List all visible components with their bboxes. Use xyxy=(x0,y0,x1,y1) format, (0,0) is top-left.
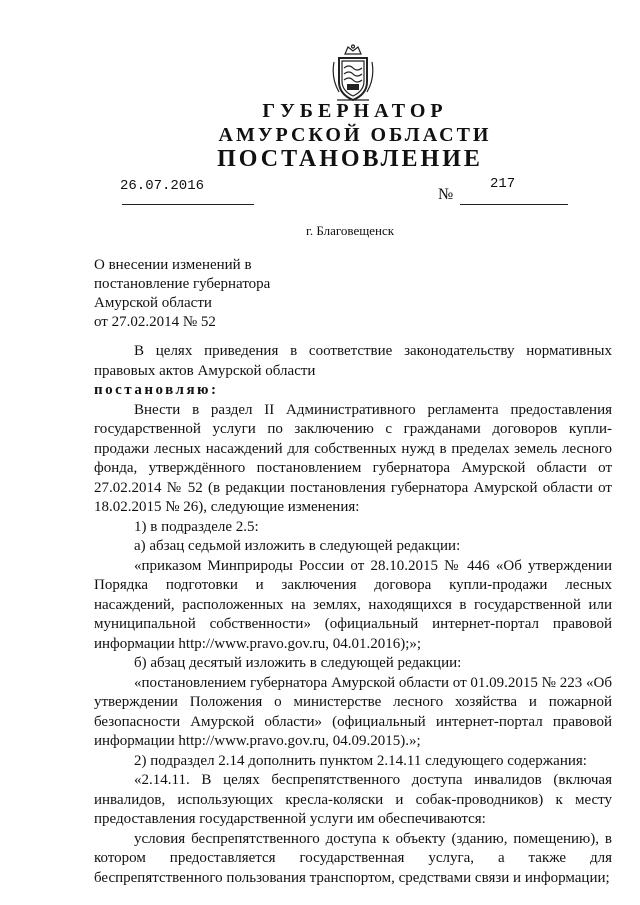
body-paragraph: «постановлением губернатора Амурской области от 01.09.2015 № 223 «Об утверждении Положения о министерстве лесного хозяйства и пожарной безопасности Амурской области» (официальный интернет-портал правовой информации http://www.pravo.gov.ru, 04.09.2015).»; xyxy=(94,674,612,749)
body-paragraph: Внести в раздел II Административного регламента предоставления государственной услуги по заключению с гражданами договоров купли-продажи лесных насаждений для собственных нужд в пределах земель лесного фонда, утверждённого постановлением губернатора Амурской области от 27.02.2014 № 52 (в редакции постановления губернатора Амурской области от 18.02.2015 № 26), следующие изменения: xyxy=(94,401,612,515)
subject-line: О внесении изменений в xyxy=(94,257,252,273)
number-sign: № xyxy=(438,186,454,203)
date-underline xyxy=(122,204,254,205)
body-paragraph: «приказом Минприроды России от 28.10.2015 № 446 «Об утверждении Порядка подготовки и заключения договора купли-продажи лесных насаждений, расположенных на землях, находящихся в государственной или муниципальной собственности» (официальный интернет-портал правовой информации http://www.pravo.gov.ru, 04.01.2016);»; xyxy=(94,557,612,652)
preamble: В целях приведения в соответствие законодательству нормативных правовых актов Амурской области xyxy=(94,343,612,379)
document-subject xyxy=(94,256,324,332)
body-paragraph: «2.14.11. В целях беспрепятственного доступа инвалидов (включая инвалидов, использующих кресла-коляски и собак-проводников) к месту предоставления государственной услуги им обеспечиваются: xyxy=(94,772,612,827)
body-paragraph: а) абзац седьмой изложить в следующей редакции: xyxy=(134,538,461,554)
document-type: ПОСТАНОВЛЕНИЕ xyxy=(217,146,483,172)
body-paragraph: условия беспрепятственного доступа к объекту (зданию, помещению), в котором предоставляется государственная услуга, а также для беспрепятственного пользования транспортом, средствами связи и информации; xyxy=(94,830,612,886)
coat-of-arms-icon xyxy=(331,44,375,104)
number-underline xyxy=(460,204,568,205)
issuer-region: АМУРСКОЙ ОБЛАСТИ xyxy=(218,124,492,146)
body-paragraph: 1) в подразделе 2.5: xyxy=(134,518,259,535)
subject-line: Амурской области xyxy=(94,295,212,311)
decree-word: постановляю: xyxy=(94,382,219,398)
subject-line: постановление губернатора xyxy=(94,276,271,292)
document-body xyxy=(94,342,612,888)
document-number: 217 xyxy=(490,176,516,192)
body-paragraph: 2) подраздел 2.14 дополнить пунктом 2.14.11 следующего содержания: xyxy=(134,752,587,769)
city: г. Благовещенск xyxy=(305,223,395,238)
subject-line: от 27.02.2014 № 52 xyxy=(94,314,216,330)
body-paragraph: б) абзац десятый изложить в следующей редакции: xyxy=(134,655,462,671)
document-date: 26.07.2016 xyxy=(120,178,205,194)
issuer-title: ГУБЕРНАТОР xyxy=(262,100,448,122)
